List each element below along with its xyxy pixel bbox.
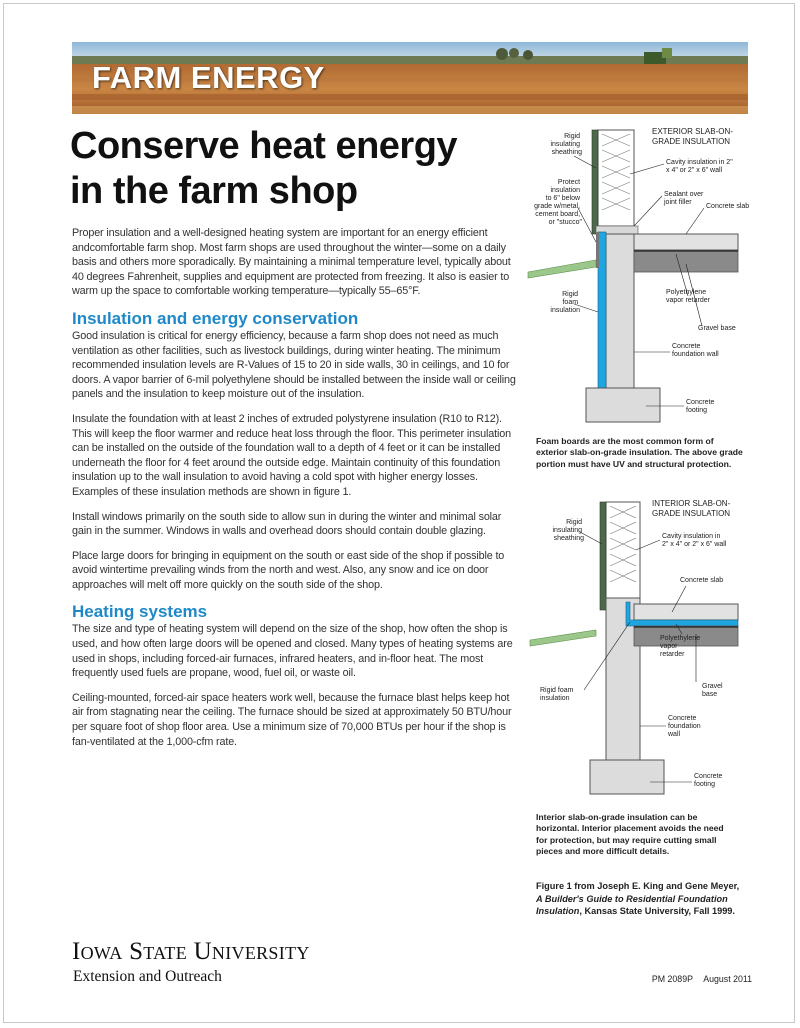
concrete-slab: [634, 604, 738, 620]
paragraph: Install windows primarily on the south side to allow sun in during the winter and minimal solar gain in the summer. Windows in walls and overhead doors should contain double glazing.: [72, 510, 502, 538]
label-polyethylene: Polyethylene vapor retarder: [660, 635, 701, 658]
label-footing: Concrete footing: [694, 773, 723, 788]
label-rigid-sheathing: Rigid insulating sheathing: [550, 133, 582, 156]
foundation-wall: [606, 234, 634, 394]
paragraph: Good insulation is critical for energy efficiency, because a farm shop does not need as much ventilation as other facilities, such as livestock buildings, during winter heating. The minimum recommended insulation levels are R-Values of 15 to 20 in side walls, 30 in ceilings, and 10 for doors. A vapor barrier of 6-mil polyethylene should be installed between the inside wall or ceiling panels and the insulation to keep moisture out of the insulation.: [72, 329, 516, 401]
label-rigid-sheathing: Rigid insulating sheathing: [552, 519, 584, 542]
figure-credit: Figure 1 from Joseph E. King and Gene Meyer, A Builder's Guide to Residential Foundation Insulation, Kansas State University, Fall 1999.: [536, 881, 740, 917]
title-line-1: Conserve heat energy: [70, 125, 458, 167]
label-sealant: Sealant over joint filler: [664, 191, 704, 206]
pub-number: PM 2089P: [651, 974, 693, 984]
concrete-slab: [634, 234, 738, 250]
label-rigid-foam: Rigid foam insulation: [540, 687, 574, 702]
publication-code: [644, 974, 752, 984]
figure2-heading: INTERIOR SLAB-ON- GRADE INSULATION: [652, 499, 731, 518]
figure1-caption: Foam boards are the most common form of exterior slab-on-grade insulation. The above grade portion must have UV and structural protection.: [536, 436, 743, 469]
figure2-caption: Interior slab-on-grade insulation can be horizontal. Interior placement avoids the need for protection, but may require cutting small pieces and more difficult details.: [536, 812, 724, 857]
rigid-foam-insulation: [598, 232, 606, 388]
article-body: [72, 226, 520, 759]
label-gravel-base: Gravel base: [698, 325, 736, 332]
intro-paragraph: Proper insulation and a well-designed heating system are important for an energy efficient andcomfortable farm shop. Most farm shops are used throughout the winter—some on a daily basis and others more sporadically. By maintaining a minimal temperature level, typically about 40 degrees Fahrenheit, supplies and equipment are protected from freezing. It also is easier to warm up the space to comfortable working temperature—typically 55–65°F.: [72, 227, 511, 298]
figure-interior-insulation-diagram: [526, 494, 756, 810]
grass-icon: [530, 630, 596, 646]
concrete-footing: [590, 760, 664, 794]
extension-outreach-label: Extension and Outreach: [73, 968, 222, 985]
title-line-2: in the farm shop: [70, 170, 358, 212]
paragraph: Ceiling-mounted, forced-air space heaters work well, because the furnace blast helps keep hot air from stagnating near the ceiling. The furnace should be sized at approximately 50 BTU/hour per square foot of shop floor area. Use a minimum size of 70,000 BTUs per hour if the shop is fan-ventilated at the 1,000-cfm rate.: [72, 691, 512, 748]
section-heading-insulation: Insulation and energy conservation: [72, 308, 359, 328]
label-concrete-slab: Concrete slab: [680, 577, 724, 584]
figure-exterior-insulation-diagram: [526, 122, 756, 432]
label-footing: Concrete footing: [686, 399, 715, 414]
pub-date: August 2011: [703, 974, 752, 984]
grass-icon: [528, 260, 596, 278]
page-title: [70, 124, 530, 214]
label-rigid-foam: Rigid foam insulation: [550, 291, 580, 314]
siding: [600, 502, 606, 610]
label-concrete-slab: Concrete slab: [706, 203, 750, 210]
section-heading-heating: Heating systems: [72, 602, 208, 622]
paragraph: Place large doors for bringing in equipment on the south or east side of the shop if possible to avoid wintertime prevailing winds from the north and west. Also, any snow and ice on door approaches will melt off more quickly on the south side of the shop.: [72, 549, 505, 591]
gravel-base: [634, 250, 738, 272]
label-cavity-insulation: Cavity insulation in 2" x 4" or 2" x 6" wall: [666, 159, 733, 174]
university-wordmark: Iowa State University: [72, 938, 310, 965]
label-foundation-wall: Concrete foundation wall: [672, 343, 719, 358]
concrete-footing: [586, 388, 660, 422]
paragraph: The size and type of heating system will depend on the size of the shop, how often the shop is used, and how often large doors will be opened and closed. Many types of heating systems are used in shops, including forced-air furnaces, infrared heaters, and in-floor heat. The most frequently used fuels are propane, wood, fuel oil, or waste oil.: [72, 623, 513, 680]
label-cavity-insulation: Cavity insulation in 2" x 4" or 2" x 6" wall: [662, 533, 727, 548]
figure1-heading: EXTERIOR SLAB-ON- GRADE INSULATION: [652, 127, 733, 146]
farm-energy-banner: [72, 42, 748, 114]
label-polyethylene: Polyethylene vapor retarder: [666, 289, 710, 304]
siding: [592, 130, 598, 234]
label-foundation-wall: Concrete foundation wall: [668, 715, 701, 738]
label-gravel-base: Gravel base: [702, 683, 723, 698]
banner-title: FARM ENERGY: [92, 60, 325, 95]
paragraph: Insulate the foundation with at least 2 inches of extruded polystyrene insulation (R10 to R12). This will keep the floor warmer and reduce heat loss through the floor. This perimeter insulation can be installed on the outside of the foundation wall to a depth of 4 feet or it can be installed underneath the floor for 4 feet around the outside edge. Maintain continuity of this foundation insulation up to the wall insulation to avoid having a cold spot with higher energy losses. Examples of these insulation methods are shown in figure 1.: [72, 412, 511, 498]
label-protect-insulation: Protect insulation to 6" below grade w/metal, cement board, or "stucco": [534, 179, 582, 226]
